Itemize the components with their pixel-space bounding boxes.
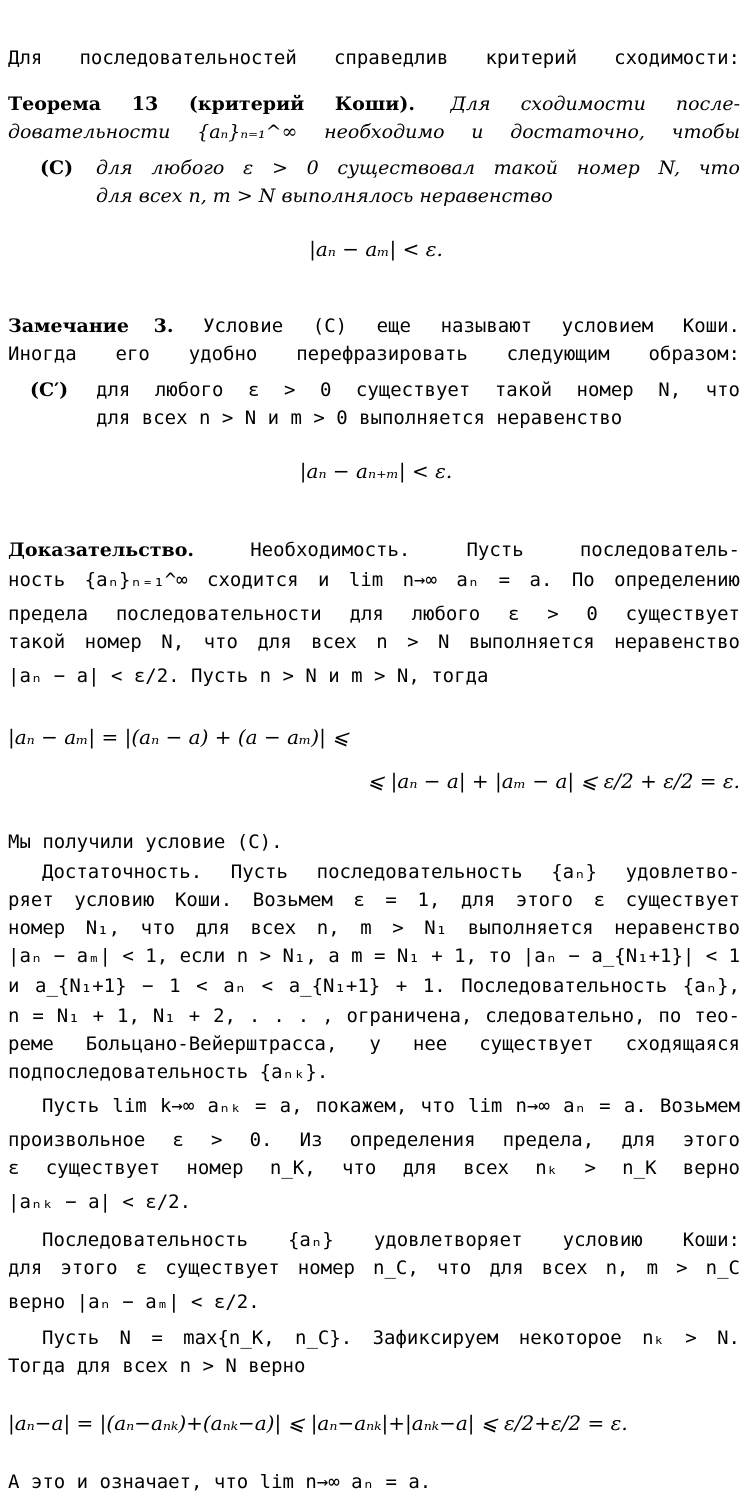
cauchy-line-3: верно |aₙ − aₘ| < ε/2. bbox=[8, 1291, 260, 1313]
subsequence-line-2: произвольное ε > 0. Из определения предела, для этого bbox=[8, 1129, 740, 1151]
condition-c-prime-line-1: для любого ε > 0 существует такой номер N, что bbox=[96, 379, 740, 401]
proof-line-4: такой номер N, что для всех n > N выполняется неравенство bbox=[8, 631, 740, 653]
fix-line-1: Пусть N = max{n_K, n_C}. Зафиксируем некоторое nₖ > N. bbox=[42, 1327, 740, 1349]
subsequence-line-4: |aₙₖ − a| < ε/2. bbox=[8, 1191, 192, 1213]
proof-text: Необходимость. Пусть последователь- bbox=[250, 539, 740, 561]
sufficiency-line-5: и a_{N₁+1} − 1 < aₙ < a_{N₁+1} + 1. Последовательность {aₙ}, bbox=[8, 975, 740, 997]
theorem-line-2: довательности {aₙ}ₙ₌₁^∞ необходимо и достаточно, чтобы bbox=[8, 121, 740, 143]
condition-c-prime-line-2: для всех n > N и m > 0 выполняется неравенство bbox=[96, 407, 623, 429]
remark-text: Условие (C) еще называют условием Коши. bbox=[203, 315, 740, 337]
cauchy-line-2: для этого ε существует номер n_C, что для всех n, m > n_C bbox=[8, 1257, 740, 1279]
cauchy-line-1: Последовательность {aₙ} удовлетворяет условию Коши: bbox=[42, 1229, 740, 1251]
condition-c-prime-label: (C′) bbox=[30, 379, 69, 401]
proof-line-1 bbox=[8, 536, 740, 564]
subsequence-line-3: ε существует номер n_K, что для всех nₖ > n_K верно bbox=[8, 1157, 740, 1179]
condition-c-formula: |aₙ − aₘ| < ε. bbox=[309, 237, 443, 261]
proof-formula-1: |aₙ − aₘ| = |(aₙ − a) + (a − aₘ)| ⩽ bbox=[8, 725, 349, 749]
proof-heading: Доказательство. bbox=[8, 539, 195, 561]
theorem-text: Для сходимости после- bbox=[450, 93, 740, 115]
sufficiency-line-7: реме Больцано-Вейерштрасса, у нее существует сходящаяся bbox=[8, 1033, 740, 1055]
fix-line-2: Тогда для всех n > N верно bbox=[8, 1355, 306, 1377]
final-formula: |aₙ−a| = |(aₙ−aₙₖ)+(aₙₖ−a)| ⩽ |aₙ−aₙₖ|+|aₙₖ−a| ⩽ ε/2+ε/2 = ε. bbox=[8, 1411, 628, 1435]
condition-c-line-2: для всех n, m > N выполнялось неравенство bbox=[96, 185, 553, 207]
remark-heading: Замечание 3. bbox=[8, 315, 174, 337]
theorem-heading: Теорема 13 (критерий Коши). bbox=[8, 93, 415, 115]
condition-c-prime-formula: |aₙ − aₙ₊ₘ| < ε. bbox=[299, 459, 453, 483]
proof-line-6: Мы получили условие (C). bbox=[8, 831, 283, 853]
proof-line-5: |aₙ − a| < ε/2. Пусть n > N и m > N, тогда bbox=[8, 665, 489, 687]
sufficiency-line-4: |aₙ − aₘ| < 1, если n > N₁, а m = N₁ + 1, то |aₙ − a_{N₁+1}| < 1 bbox=[8, 945, 741, 967]
condition-c-line-1: для любого ε > 0 существовал такой номер N, что bbox=[96, 157, 740, 179]
theorem-line-1 bbox=[8, 90, 740, 118]
sufficiency-line-3: номер N₁, что для всех n, m > N₁ выполняется неравенство bbox=[8, 917, 740, 939]
remark-line-2: Иногда его удобно перефразировать следующим образом: bbox=[8, 343, 740, 365]
last-line: А это и означает, что lim n→∞ aₙ = a. bbox=[8, 1471, 432, 1493]
proof-line-2: ность {aₙ}ₙ₌₁^∞ сходится и lim n→∞ aₙ = a. По определению bbox=[8, 569, 740, 591]
condition-c-label: (C) bbox=[40, 157, 74, 179]
proof-formula-2: ⩽ |aₙ − a| + |aₘ − a| ⩽ ε/2 + ε/2 = ε. bbox=[367, 769, 740, 793]
sufficiency-line-2: ряет условию Коши. Возьмем ε = 1, для этого ε существует bbox=[8, 889, 740, 911]
subsequence-line-1: Пусть lim k→∞ aₙₖ = a, покажем, что lim n→∞ aₙ = a. Возьмем bbox=[42, 1095, 740, 1117]
remark-line-1 bbox=[8, 312, 740, 340]
sufficiency-line-8: подпоследовательность {aₙₖ}. bbox=[8, 1061, 329, 1083]
intro-line: Для последовательностей справедлив критерий сходимости: bbox=[8, 47, 740, 69]
sufficiency-line-1: Достаточность. Пусть последовательность {aₙ} удовлетво- bbox=[42, 861, 740, 883]
sufficiency-line-6: n = N₁ + 1, N₁ + 2, . . . , ограничена, следовательно, по тео- bbox=[8, 1005, 740, 1027]
proof-line-3: предела последовательности для любого ε > 0 существует bbox=[8, 603, 740, 625]
